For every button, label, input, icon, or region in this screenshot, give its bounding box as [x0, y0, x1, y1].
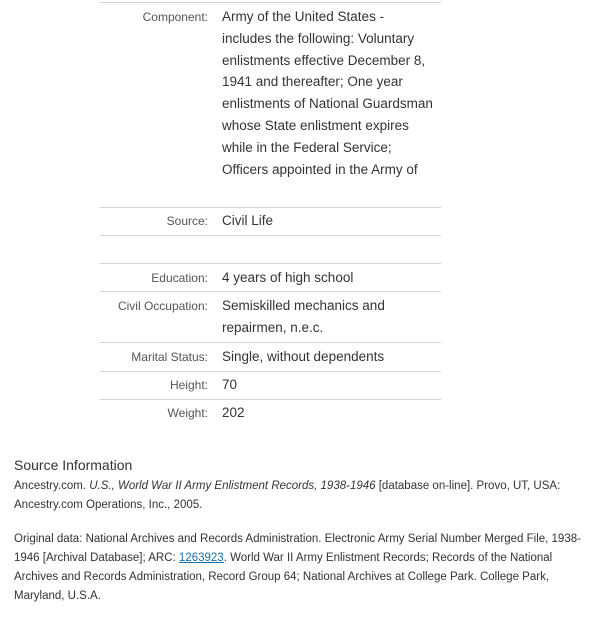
citation-database-title: U.S., World War II Army Enlistment Records, 1938-1946 — [89, 480, 376, 492]
divider — [100, 207, 441, 208]
divider — [100, 235, 441, 236]
source-information-title: Source Information — [14, 457, 133, 473]
marital-status-value: Single, without dependents — [222, 349, 385, 364]
education-value: 4 years of high school — [222, 270, 354, 285]
civil-occupation-value: Semiskilled mechanics and repairmen, n.e.c. — [222, 298, 385, 335]
divider — [100, 291, 441, 292]
original-data-prefix: Original data: National Archives and Records Administration. Electronic Army Serial Number Merged File, 1938-1946 [Archival Database]; ARC: — [14, 533, 581, 564]
divider — [100, 2, 441, 3]
arc-link[interactable]: 1263923 — [178, 552, 224, 564]
divider — [100, 342, 441, 343]
citation-text — [14, 477, 590, 515]
weight-value: 202 — [222, 405, 245, 420]
education-label: Education: — [151, 271, 208, 285]
weight-label: Weight: — [167, 406, 208, 420]
source-value: Civil Life — [222, 213, 274, 228]
original-data-suffix: . World War II Army Enlistment Records; Records of the National Archives and Records Administration, Record Group 64; National Archives at College Park. College Park, Maryland, U.S.A. — [14, 552, 553, 602]
height-label: Height: — [169, 378, 208, 392]
component-label: Component: — [142, 10, 208, 24]
source-label: Source: — [166, 214, 208, 228]
divider — [100, 263, 441, 264]
divider — [100, 399, 441, 400]
citation-suffix: [database on-line]. Provo, UT, USA: Ancestry.com Operations, Inc., 2005. — [14, 480, 561, 511]
original-data-text — [14, 530, 590, 606]
component-value: Army of the United States - includes the following: Voluntary enlistments effective December 8, 1941 and thereafter; One year enlistments of National Guardsman whose State enlistment expires while in the Federal Service; Officers appointed in the Army of — [222, 9, 433, 177]
height-value: 70 — [222, 377, 238, 392]
divider — [100, 371, 441, 372]
citation-prefix: Ancestry.com. — [14, 480, 90, 492]
civil-occupation-label: Civil Occupation: — [117, 299, 208, 313]
marital-status-label: Marital Status: — [131, 350, 208, 364]
source-information — [14, 456, 590, 606]
